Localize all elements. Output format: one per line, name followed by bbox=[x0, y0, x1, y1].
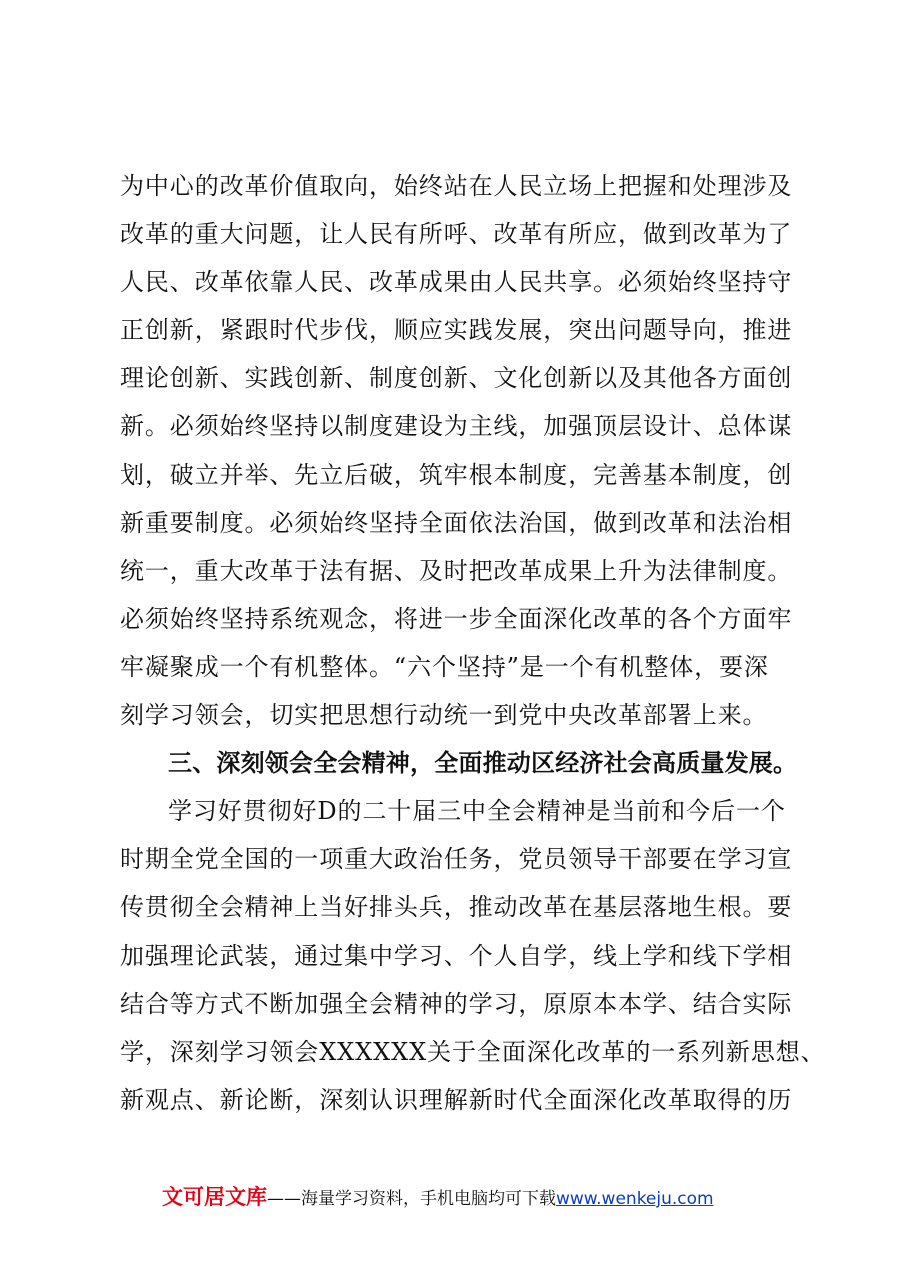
footer-banner bbox=[162, 1183, 782, 1211]
body-line: 为中心的改革价值取向，始终站在人民立场上把握和处理涉及 bbox=[120, 172, 793, 200]
body-line: 刻学习领会，切实把思想行动统一到党中央改革部署上来。 bbox=[120, 701, 768, 730]
body-line: 必须始终坚持系统观念，将进一步全面深化改革的各个方面牢 bbox=[120, 604, 793, 633]
document-body bbox=[120, 162, 826, 1124]
body-line: 时期全党全国的一项重大政治任务，党员领导干部要在学习宣 bbox=[120, 845, 793, 874]
body-line: 学，深刻学习领会XXXXXX关于全面深化改革的一系列新思想、 bbox=[120, 1037, 826, 1066]
body-line: 加强理论武装，通过集中学习、个人自学，线上学和线下学相 bbox=[120, 941, 793, 970]
footer-tagline: ——海量学习资料，手机电脑均可下载 bbox=[267, 1189, 556, 1209]
section-heading: 三、深刻领会全会精神，全面推动区经济社会高质量发展。 bbox=[168, 749, 798, 778]
body-line: 牢凝聚成一个有机整体。“六个坚持”是一个有机整体，要深 bbox=[120, 652, 769, 681]
body-line: 统一，重大改革于法有据、及时把改革成果上升为法律制度。 bbox=[120, 556, 793, 585]
body-line: 学习好贯彻好D的二十届三中全会精神是当前和今后一个 bbox=[168, 797, 786, 826]
body-line: 新重要制度。必须始终坚持全面依法治国，做到改革和法治相 bbox=[120, 508, 793, 537]
body-line: 传贯彻全会精神上当好排头兵，推动改革在基层落地生根。要 bbox=[120, 893, 793, 922]
body-line: 改革的重大问题，让人民有所呼、改革有所应，做到改革为了 bbox=[120, 220, 793, 249]
body-line: 新。必须始终坚持以制度建设为主线，加强顶层设计、总体谋 bbox=[120, 412, 793, 441]
footer-brand: 文可居文库 bbox=[162, 1185, 267, 1209]
body-line: 人民、改革依靠人民、改革成果由人民共享。必须始终坚持守 bbox=[120, 268, 793, 297]
body-line: 正创新，紧跟时代步伐，顺应实践发展，突出问题导向，推进 bbox=[120, 316, 793, 345]
body-line: 划，破立并举、先立后破，筑牢根本制度，完善基本制度，创 bbox=[120, 460, 793, 489]
body-line: 理论创新、实践创新、制度创新、文化创新以及其他各方面创 bbox=[120, 364, 793, 393]
body-line: 结合等方式不断加强全会精神的学习，原原本本学、结合实际 bbox=[120, 989, 793, 1018]
body-line: 新观点、新论断，深刻认识理解新时代全面深化改革取得的历 bbox=[120, 1085, 793, 1114]
footer-link[interactable]: www.wenkeju.com bbox=[556, 1189, 714, 1209]
